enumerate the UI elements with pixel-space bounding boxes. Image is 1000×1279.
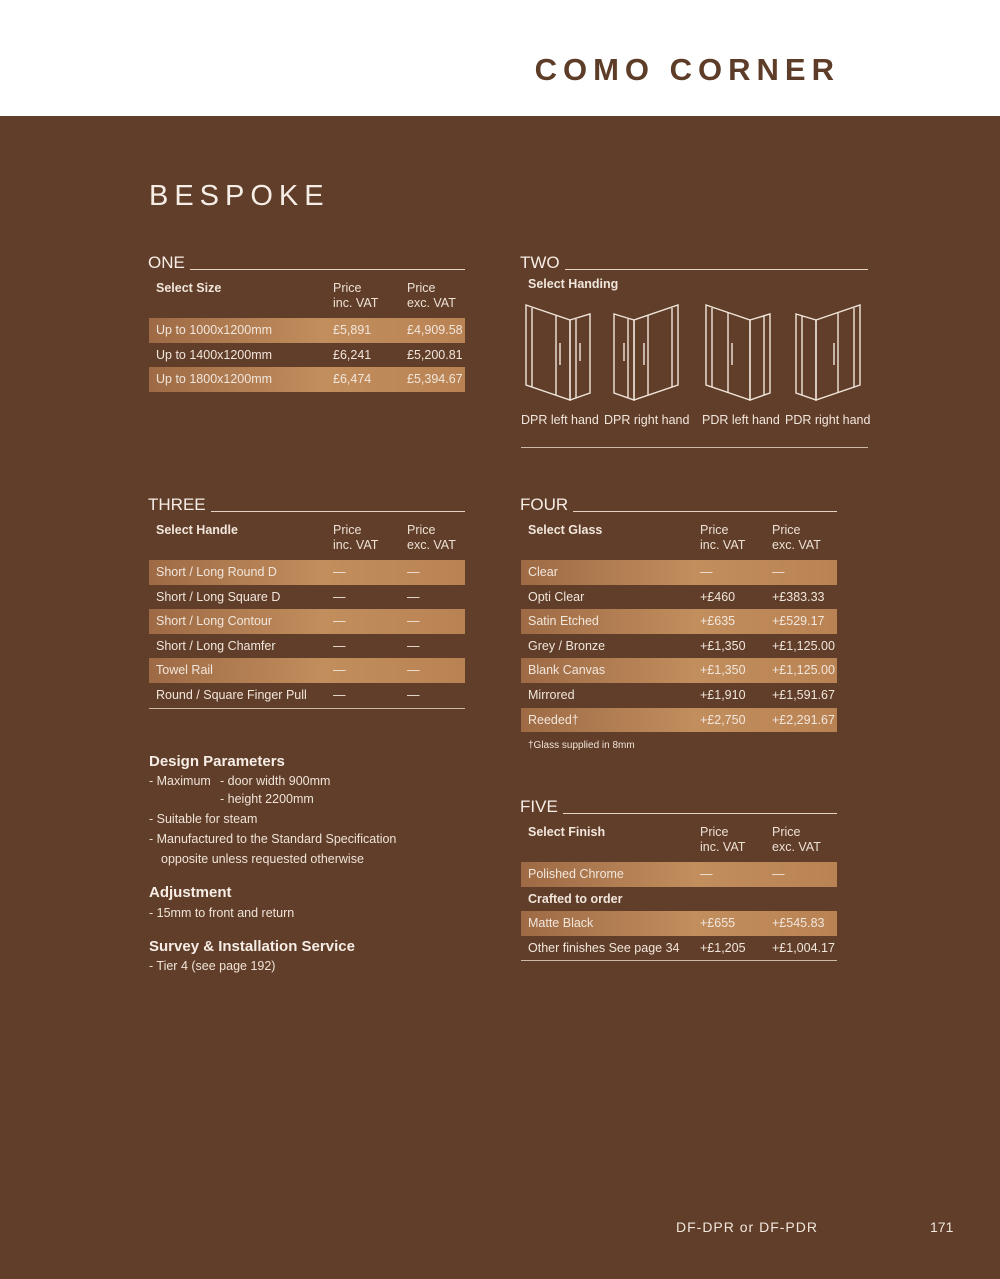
- row-name: Satin Etched: [528, 614, 599, 629]
- table-row[interactable]: [521, 658, 837, 683]
- price-exc-header: [772, 825, 821, 855]
- page-header: [0, 0, 1000, 116]
- row-price-exc: +£383.33: [772, 589, 825, 604]
- row-price-inc: —: [333, 589, 346, 604]
- price-inc-header: [700, 523, 745, 553]
- header-line: exc. VAT: [772, 538, 821, 552]
- row-price-exc: +£529.17: [772, 614, 825, 629]
- row-name: Short / Long Round D: [156, 565, 277, 579]
- row-price-exc: —: [407, 589, 420, 604]
- row-price-exc: +£1,004.17: [772, 940, 835, 955]
- table-row[interactable]: [521, 560, 837, 585]
- row-price-inc: +£1,910: [700, 687, 746, 702]
- table-header: [149, 277, 465, 318]
- table-row[interactable]: [149, 658, 465, 683]
- row-price-inc: —: [333, 614, 346, 629]
- size-table: [149, 277, 465, 392]
- glass-table: [521, 519, 837, 732]
- handing-option-label[interactable]: DPR left hand: [521, 413, 599, 427]
- row-price-inc: +£1,350: [700, 663, 746, 678]
- row-name: Reeded†: [528, 712, 579, 727]
- section-one-heading: [148, 253, 465, 273]
- header-line: inc. VAT: [333, 538, 379, 552]
- row-price-exc: —: [772, 565, 785, 579]
- row-price-inc: —: [333, 663, 346, 678]
- row-price-exc: —: [407, 565, 420, 579]
- row-price-exc: +£1,591.67: [772, 687, 835, 702]
- row-price-exc: +£2,291.67: [772, 712, 835, 727]
- info-line: - Manufactured to the Standard Specification: [149, 832, 397, 846]
- row-price-exc: —: [407, 614, 420, 629]
- table-row[interactable]: [149, 585, 465, 610]
- row-name: Polished Chrome: [528, 867, 624, 881]
- row-price-exc: +£1,125.00: [772, 638, 835, 653]
- row-price-inc: +£460: [700, 589, 736, 604]
- row-price-inc: +£635: [700, 614, 736, 629]
- column-label: Select Glass: [528, 523, 603, 537]
- handle-table: [149, 519, 465, 709]
- header-line: exc. VAT: [407, 538, 456, 552]
- row-price-inc: £6,241: [333, 347, 372, 362]
- price-inc-header: [333, 523, 378, 553]
- table-row[interactable]: [149, 634, 465, 659]
- divider: [149, 708, 465, 709]
- section-title: TWO: [520, 253, 560, 272]
- header-line: Price: [407, 523, 436, 537]
- table-row[interactable]: [521, 911, 837, 936]
- row-price-inc: +£1,205: [700, 940, 746, 955]
- header-line: exc. VAT: [407, 296, 456, 310]
- header-line: Price: [700, 523, 729, 537]
- content-panel: [0, 116, 1000, 1279]
- section-four-heading: [520, 495, 837, 515]
- price-exc-header: [772, 523, 821, 553]
- row-name: Crafted to order: [528, 891, 623, 906]
- info-line: - Tier 4 (see page 192): [149, 959, 276, 973]
- row-name: Mirrored: [528, 687, 575, 702]
- row-price-inc: £6,474: [333, 372, 372, 387]
- info-line: - height 2200mm: [220, 792, 314, 806]
- divider: [521, 447, 868, 448]
- table-row[interactable]: [149, 683, 465, 708]
- adjustment-heading: Adjustment: [149, 884, 232, 901]
- handing-option-label[interactable]: PDR right hand: [785, 413, 871, 427]
- section-title: FIVE: [520, 797, 558, 816]
- table-header: [521, 821, 837, 862]
- table-row[interactable]: [521, 634, 837, 659]
- header-line: Price: [772, 825, 801, 839]
- handing-option-label[interactable]: PDR left hand: [702, 413, 780, 427]
- row-name: Up to 1800x1200mm: [156, 372, 273, 387]
- row-price-inc: —: [333, 565, 346, 579]
- row-price-inc: +£1,350: [700, 638, 746, 653]
- row-name: Towel Rail: [156, 663, 213, 678]
- divider: [211, 511, 465, 512]
- row-price-exc: —: [407, 638, 420, 653]
- table-subheading-row: [521, 887, 837, 912]
- row-price-inc: —: [333, 638, 346, 653]
- table-header: [521, 519, 837, 560]
- row-price-exc: —: [772, 867, 785, 881]
- row-name: Matte Black: [528, 916, 594, 931]
- table-row[interactable]: [149, 609, 465, 634]
- table-row[interactable]: [149, 560, 465, 585]
- info-line: opposite unless requested otherwise: [161, 852, 364, 866]
- row-price-exc: +£545.83: [772, 916, 825, 931]
- column-label: Select Handle: [156, 523, 238, 537]
- price-inc-header: [700, 825, 745, 855]
- header-line: inc. VAT: [700, 538, 746, 552]
- glass-footnote: †Glass supplied in 8mm: [528, 740, 635, 751]
- table-row[interactable]: [521, 683, 837, 708]
- row-price-inc: —: [700, 565, 713, 579]
- table-header: [149, 519, 465, 560]
- page-title: BESPOKE: [149, 180, 330, 212]
- header-line: exc. VAT: [772, 840, 821, 854]
- info-line: - door width 900mm: [220, 774, 331, 788]
- row-price-inc: +£2,750: [700, 712, 746, 727]
- row-price-exc: —: [407, 663, 420, 678]
- table-row[interactable]: [521, 708, 837, 733]
- table-row[interactable]: [521, 585, 837, 610]
- dpr-right-hand-diagram[interactable]: [608, 303, 682, 403]
- row-price-exc: £4,909.58: [407, 323, 463, 337]
- price-exc-header: [407, 281, 456, 311]
- section-title: THREE: [148, 495, 206, 514]
- header-line: Price: [407, 281, 436, 295]
- row-name: Up to 1000x1200mm: [156, 323, 273, 337]
- row-name: Up to 1400x1200mm: [156, 347, 273, 362]
- table-row[interactable]: [149, 318, 465, 343]
- divider: [573, 511, 837, 512]
- dpr-left-hand-diagram[interactable]: [522, 303, 596, 403]
- divider: [565, 269, 868, 270]
- pdr-left-hand-diagram[interactable]: [702, 303, 776, 403]
- info-line: - 15mm to front and return: [149, 906, 295, 920]
- table-row[interactable]: [149, 343, 465, 368]
- row-name: Grey / Bronze: [528, 638, 606, 653]
- row-name: Blank Canvas: [528, 663, 606, 678]
- page-number: 171: [930, 1219, 954, 1235]
- handing-label: Select Handing: [528, 277, 619, 291]
- row-name: Other finishes See page 34: [528, 940, 680, 955]
- column-label: Select Size: [156, 281, 222, 295]
- price-exc-header: [407, 523, 456, 553]
- table-row[interactable]: [149, 367, 465, 392]
- section-title: ONE: [148, 253, 185, 272]
- column-label: Select Finish: [528, 825, 606, 839]
- table-row[interactable]: [521, 936, 837, 961]
- divider: [521, 960, 837, 961]
- row-name: Round / Square Finger Pull: [156, 687, 307, 702]
- header-line: inc. VAT: [333, 296, 379, 310]
- price-inc-header: [333, 281, 378, 311]
- header-line: Price: [772, 523, 801, 537]
- survey-heading: Survey & Installation Service: [149, 938, 355, 955]
- handing-option-label[interactable]: DPR right hand: [604, 413, 690, 427]
- product-code: DF-DPR or DF-PDR: [676, 1219, 818, 1235]
- row-name: Opti Clear: [528, 589, 585, 604]
- divider: [563, 813, 837, 814]
- row-name: Clear: [528, 565, 558, 579]
- header-line: inc. VAT: [700, 840, 746, 854]
- section-two-heading: [520, 253, 868, 273]
- row-price-exc: +£1,125.00: [772, 663, 835, 678]
- row-price-exc: —: [407, 687, 420, 702]
- finish-table: [521, 821, 837, 961]
- row-price-inc: £5,891: [333, 323, 372, 337]
- row-name: Short / Long Square D: [156, 589, 281, 604]
- header-line: Price: [333, 281, 362, 295]
- section-title: FOUR: [520, 495, 569, 514]
- row-price-exc: £5,200.81: [407, 347, 463, 362]
- row-price-exc: £5,394.67: [407, 372, 463, 387]
- row-price-inc: —: [700, 867, 713, 881]
- table-row[interactable]: [521, 862, 837, 887]
- design-parameters-heading: Design Parameters: [149, 753, 285, 770]
- pdr-right-hand-diagram[interactable]: [790, 303, 864, 403]
- section-five-heading: [520, 797, 837, 817]
- header-line: Price: [700, 825, 729, 839]
- row-name: Short / Long Chamfer: [156, 638, 276, 653]
- product-title: COMO CORNER: [534, 52, 840, 87]
- row-price-inc: —: [333, 687, 346, 702]
- divider: [190, 269, 465, 270]
- row-name: Short / Long Contour: [156, 614, 273, 629]
- info-line: - Suitable for steam: [149, 812, 258, 826]
- table-row[interactable]: [521, 609, 837, 634]
- header-line: Price: [333, 523, 362, 537]
- row-price-inc: +£655: [700, 916, 736, 931]
- info-line: - Maximum: [149, 774, 211, 788]
- section-three-heading: [148, 495, 465, 515]
